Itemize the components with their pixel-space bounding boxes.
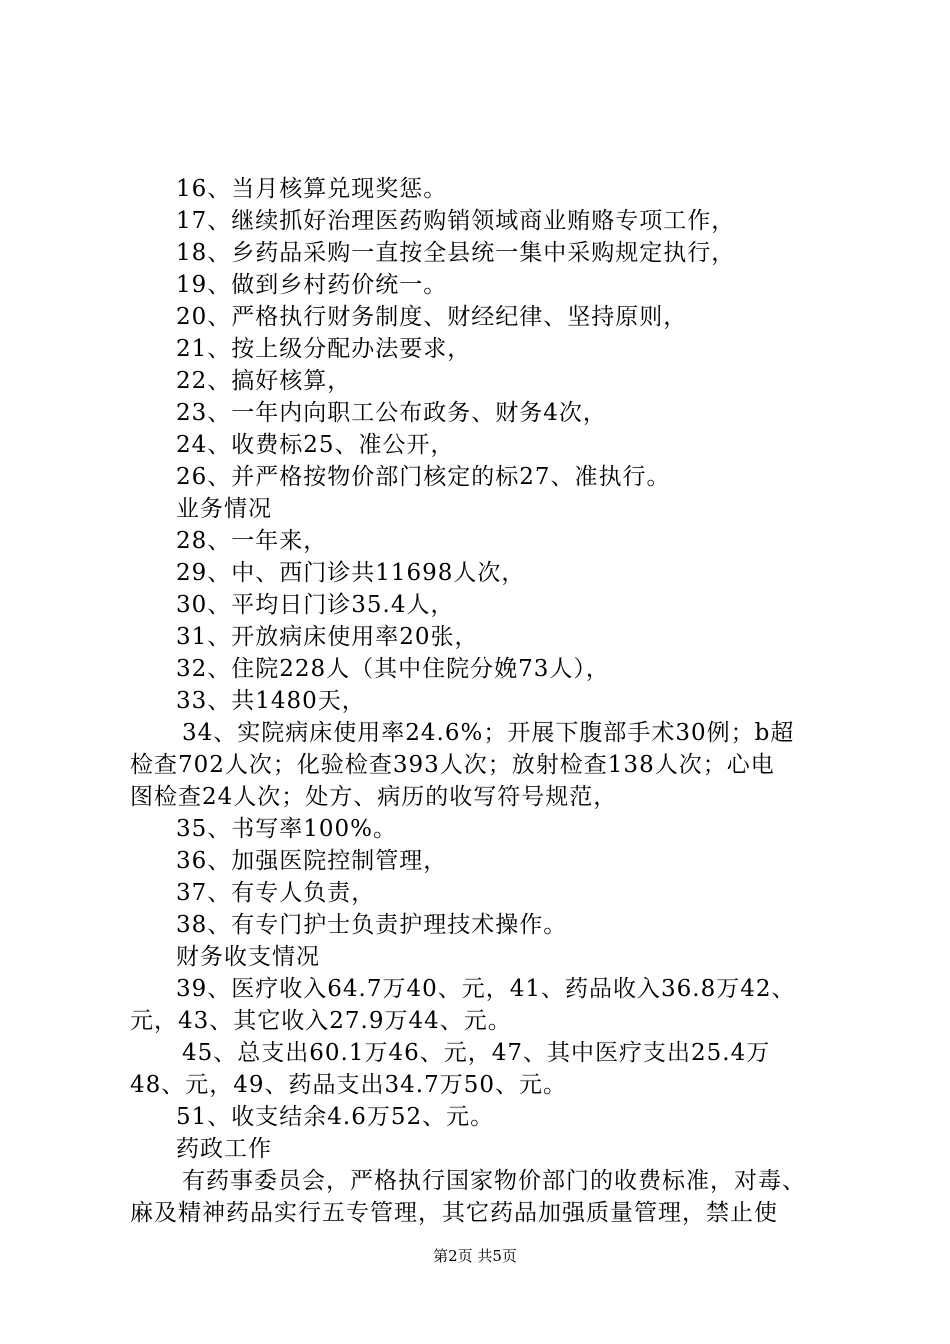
section-heading: 财务收支情况: [176, 944, 320, 970]
page-number: 第2页 共5页: [433, 1247, 517, 1265]
text-line: 33、共1480天，: [176, 688, 366, 714]
text-line: 元，43、其它收入27.9万44、元。: [130, 1008, 512, 1034]
text-line: 22、搞好核算，: [176, 368, 352, 394]
text-line: 45、总支出60.1万46、元，47、其中医疗支出25.4万: [182, 1040, 771, 1066]
page-footer: [0, 1246, 950, 1266]
text-line: 35、书写率100%。: [176, 816, 398, 842]
text-line: 31、开放病床使用率20张，: [176, 624, 479, 650]
document-body: [130, 173, 830, 1229]
text-line: 38、有专门护士负责护理技术操作。: [176, 912, 568, 938]
text-line: 39、医疗收入64.7万40、元，41、药品收入36.8万42、: [176, 976, 796, 1002]
text-line: 19、做到乡村药价统一。: [176, 272, 448, 298]
text-line: 麻及精神药品实行五专管理，其它药品加强质量管理，禁止使: [130, 1200, 778, 1226]
text-line: 16、当月核算兑现奖惩。: [176, 176, 448, 202]
text-line: 有药事委员会，严格执行国家物价部门的收费标准，对毒、: [182, 1168, 806, 1194]
section-heading: 业务情况: [176, 496, 272, 522]
text-line: 34、实院病床使用率24.6%；开展下腹部手术30例；b超: [182, 720, 795, 746]
text-line: 检查702人次；化验检查393人次；放射检查138人次；心电: [130, 752, 775, 778]
text-line: 26、并严格按物价部门核定的标27、准执行。: [176, 464, 671, 490]
text-line: 36、加强医院控制管理，: [176, 848, 448, 874]
text-line: 23、一年内向职工公布政务、财务4次，: [176, 400, 607, 426]
text-line: 21、按上级分配办法要求，: [176, 336, 472, 362]
text-line: 图检查24人次；处方、病历的收写符号规范，: [130, 784, 618, 810]
text-line: 32、住院228人（其中住院分娩73人），: [176, 656, 610, 682]
text-line: 29、中、西门诊共11698人次，: [176, 560, 526, 586]
text-line: 48、元，49、药品支出34.7万50、元。: [130, 1072, 568, 1098]
text-line: 51、收支结余4.6万52、元。: [176, 1104, 495, 1130]
text-line: 37、有专人负责，: [176, 880, 376, 906]
text-line: 28、一年来，: [176, 528, 328, 554]
text-line: 17、继续抓好治理医药购销领域商业贿赂专项工作，: [176, 208, 736, 234]
text-line: 20、严格执行财务制度、财经纪律、坚持原则，: [176, 304, 688, 330]
text-line: 24、收费标25、准公开，: [176, 432, 455, 458]
section-heading: 药政工作: [176, 1136, 272, 1162]
text-line: 18、乡药品采购一直按全县统一集中采购规定执行，: [176, 240, 736, 266]
text-line: 30、平均日门诊35.4人，: [176, 592, 455, 618]
